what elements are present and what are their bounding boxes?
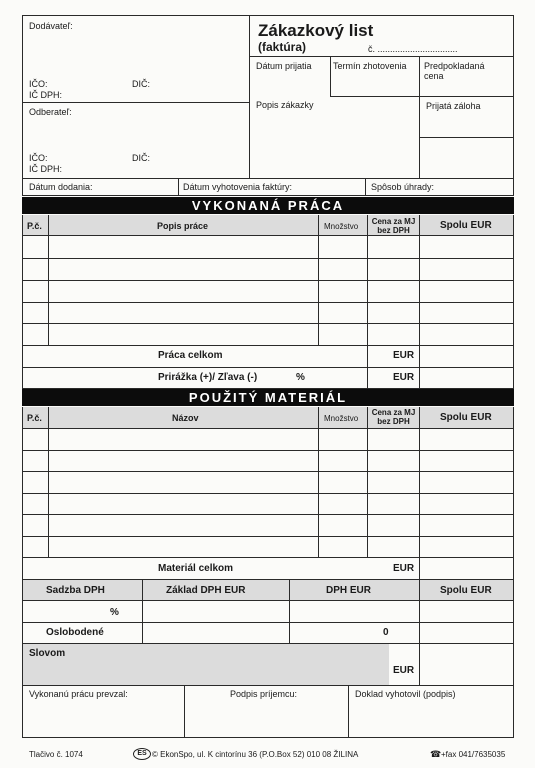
publisher-logo-icon: ES <box>133 748 151 760</box>
vat-amount-label: DPH EUR <box>326 585 372 596</box>
estimated-price-label: Predpokladaná cena <box>424 61 485 81</box>
amount-in-words-currency: EUR <box>393 665 415 676</box>
supplier-ico-label: IČO: <box>29 79 48 89</box>
customer-ico-label: IČO: <box>29 153 48 163</box>
form-title: Zákazkový list <box>258 21 374 40</box>
fax-number: +fax 041/7635035 <box>441 750 506 759</box>
delivery-date-label: Dátum dodania: <box>29 182 93 192</box>
phone-icon: ☎ <box>430 749 442 759</box>
supplier-icdph-label: IČ DPH: <box>29 90 63 100</box>
material-total-label: Materiál celkom <box>158 563 234 574</box>
work-col-description: Popis práce <box>157 221 209 231</box>
received-by-label: Vykonanú prácu prevzal: <box>29 689 128 699</box>
form-number-field[interactable]: č. ................................ <box>368 44 458 54</box>
work-col-quantity: Množstvo <box>324 222 359 231</box>
work-total-currency: EUR <box>393 350 415 361</box>
payment-method-label: Spôsob úhrady: <box>371 182 435 192</box>
surcharge-percent: % <box>296 372 305 383</box>
material-col-number: P.č. <box>27 413 42 423</box>
material-col-quantity: Množstvo <box>324 414 359 423</box>
supplier-dic-label: DIČ: <box>132 79 150 89</box>
surcharge-currency: EUR <box>393 372 415 383</box>
vat-base-label: Základ DPH EUR <box>166 585 246 596</box>
customer-dic-label: DIČ: <box>132 153 150 163</box>
vat-total-label: Spolu EUR <box>440 585 492 596</box>
amount-in-words-label: Slovom <box>29 648 66 659</box>
form-number-label: Tlačivo č. 1074 <box>29 750 83 759</box>
vat-exempt-value: 0 <box>383 627 389 638</box>
vat-rate-label: Sadzba DPH <box>46 585 105 596</box>
supplier-label: Dodávateľ: <box>29 21 73 31</box>
publisher-info: © EkonSpo, ul. K cintorínu 36 (P.O.Box 52) 010 08 ŽILINA <box>152 750 359 759</box>
work-total-label: Práca celkom <box>158 350 223 361</box>
surcharge-label: Prirážka (+)/ Zľava (-) <box>158 372 258 383</box>
invoice-date-label: Dátum vyhotovenia faktúry: <box>183 182 293 192</box>
order-description-label: Popis zákazky <box>256 100 314 110</box>
material-col-unit-price: Cena za MJ bez DPH <box>371 408 416 426</box>
date-received-label: Dátum prijatia <box>256 61 312 71</box>
form-subtitle: (faktúra) <box>258 40 307 54</box>
deposit-label: Prijatá záloha <box>426 101 481 111</box>
work-col-number: P.č. <box>27 221 42 231</box>
material-col-total: Spolu EUR <box>440 412 492 423</box>
completion-date-label: Termín zhotovenia <box>333 61 407 71</box>
work-col-unit-price: Cena za MJ bez DPH <box>371 217 416 235</box>
material-col-name: Názov <box>172 413 199 423</box>
issued-by-label: Doklad vyhotovil (podpis) <box>355 689 456 699</box>
recipient-signature-label: Podpis príjemcu: <box>230 689 298 699</box>
vat-exempt-label: Oslobodené <box>46 627 104 638</box>
work-col-total: Spolu EUR <box>440 220 492 231</box>
material-section-title: POUŽITÝ MATERIÁL <box>22 389 514 406</box>
customer-icdph-label: IČ DPH: <box>29 164 63 174</box>
vat-percent: % <box>110 607 119 618</box>
work-section-title: VYKONANÁ PRÁCA <box>22 197 514 214</box>
material-total-currency: EUR <box>393 563 415 574</box>
customer-label: Odberateľ: <box>29 107 72 117</box>
